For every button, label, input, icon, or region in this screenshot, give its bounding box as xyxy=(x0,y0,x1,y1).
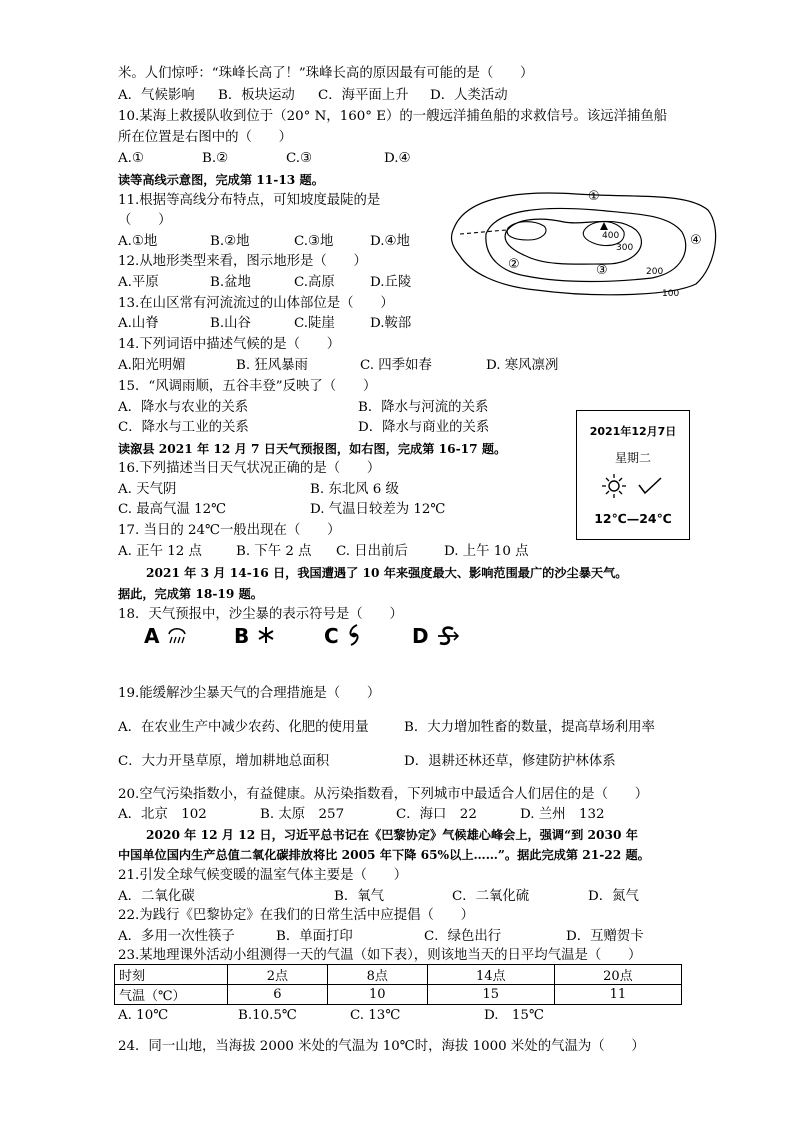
table-cell: 6 xyxy=(228,985,328,1005)
intro-18-19-line1: 2021 年 3 月 14-16 日，我国遭遇了 10 年来强度最大、影响范围最广的沙尘暴天气。 xyxy=(146,566,628,580)
q17-text: 17. 当日的 24℃一般出现在（ ） xyxy=(118,523,341,538)
contour-label-100: 100 xyxy=(662,289,680,299)
q10-option-d: D.④ xyxy=(384,151,411,166)
q17-option-b: B. 下午 2 点 xyxy=(236,544,312,559)
weather-temp-range: 12℃—24℃ xyxy=(594,511,672,526)
q10-text-line2: 所在位置是右图中的（ ） xyxy=(118,130,293,145)
q15-option-a: A．降水与农业的关系 xyxy=(118,400,249,415)
q12-option-d: D.丘陵 xyxy=(370,275,412,290)
q16-option-c: C. 最高气温 12℃ xyxy=(118,502,227,517)
q23-text: 23.某地理课外活动小组测得一天的气温（如下表），则该地当天的日平均气温是（ ） xyxy=(118,948,642,963)
q12-text: 12.从地形类型来看，图示地形是（ ） xyxy=(118,254,367,269)
q18-option-a xyxy=(144,624,190,648)
q10-option-a: A.① xyxy=(118,151,144,166)
q18-option-c xyxy=(324,624,362,648)
contour-label-400: 400 xyxy=(602,231,620,241)
typhoon-symbol-icon xyxy=(346,624,362,646)
q23-option-a: A. 10℃ xyxy=(118,1008,169,1023)
table-cell: 时刻 xyxy=(115,965,228,985)
dust-storm-symbol-icon xyxy=(166,625,190,645)
q12-option-b: B.盆地 xyxy=(210,275,251,290)
weather-weekday: 星期二 xyxy=(614,451,651,465)
q22-option-d: D．互赠贺卡 xyxy=(566,929,644,944)
q24-text: 24．同一山地，当海拔 2000 米处的气温为 10℃时，海拔 1000 米处的气温为（ ） xyxy=(118,1039,645,1054)
contour-point-1: ① xyxy=(588,189,600,204)
q15-option-b: B．降水与河流的关系 xyxy=(358,400,489,415)
q11-text-line2: （ ） xyxy=(118,213,172,228)
q20-option-c: C．海口 22 xyxy=(396,807,477,822)
q14-option-d: D. 寒风凛冽 xyxy=(486,358,559,373)
q12-option-a: A.平原 xyxy=(118,275,159,290)
table-cell: 11 xyxy=(554,985,681,1005)
q14-option-c: C. 四季如春 xyxy=(360,358,432,373)
q11-option-c: C.③地 xyxy=(294,234,334,249)
q22-text: 22.为践行《巴黎协定》在我们的日常生活中应提倡（ ） xyxy=(118,908,475,923)
sandstorm-symbol-icon xyxy=(436,625,460,647)
q18-letter-c: C xyxy=(324,624,339,648)
q21-option-a: A．二氧化碳 xyxy=(118,889,195,904)
temperature-table xyxy=(114,964,682,1005)
q18-text: 18．天气预报中，沙尘暴的表示符号是（ ） xyxy=(118,607,403,622)
q13-option-b: B.山谷 xyxy=(210,316,251,331)
contour-label-200: 200 xyxy=(646,267,664,277)
q22-option-a: A．多用一次性筷子 xyxy=(118,929,235,944)
q10-option-b: B.② xyxy=(202,151,229,166)
intro-18-19-line2: 据此，完成第 18-19 题。 xyxy=(118,587,263,601)
contour-map xyxy=(446,184,726,302)
q19-text: 19.能缓解沙尘暴天气的合理措施是（ ） xyxy=(118,686,381,701)
q22-option-b: B．单面打印 xyxy=(276,929,353,944)
q21-option-c: C．二氧化硫 xyxy=(452,889,530,904)
q16-option-b: B. 东北风 6 级 xyxy=(310,482,399,497)
q18-letter-d: D xyxy=(412,624,429,648)
q20-option-d: D. 兰州 132 xyxy=(520,807,605,822)
q18-option-b xyxy=(234,624,276,648)
intro-11-13: 读等高线示意图，完成第 11-13 题。 xyxy=(118,173,324,187)
weather-forecast-box xyxy=(576,410,690,540)
q18-letter-a: A xyxy=(144,624,160,648)
table-cell: 14点 xyxy=(427,965,554,985)
q17-option-d: D. 上午 10 点 xyxy=(444,544,529,559)
q16-option-d: D. 气温日较差为 12℃ xyxy=(310,502,446,517)
q21-option-d: D．氮气 xyxy=(588,889,639,904)
q23-option-c: C. 13℃ xyxy=(350,1008,401,1023)
q11-option-a: A.①地 xyxy=(118,234,158,249)
q9-option-b: B．板块运动 xyxy=(218,88,295,103)
q18-letter-b: B xyxy=(234,624,250,648)
q19-option-c: C．大力开垦草原，增加耕地总面积 xyxy=(118,754,330,769)
contour-point-4: ④ xyxy=(690,233,702,248)
intro-21-22-line1: 2020 年 12 月 12 日，习近平总书记在《巴黎协定》气候雄心峰会上，强调“到 2030 年 xyxy=(146,828,638,842)
q15-option-d: D．降水与商业的关系 xyxy=(358,420,490,435)
q14-text: 14.下列词语中描述气候的是（ ） xyxy=(118,337,341,352)
q14-option-a: A.阳光明媚 xyxy=(118,358,186,373)
q19-option-b: B．大力增加牲畜的数量，提高草场利用率 xyxy=(404,720,655,735)
q11-text-line1: 11.根据等高线分布特点，可知坡度最陡的是 xyxy=(118,193,381,208)
table-row-temp xyxy=(115,985,682,1005)
q17-option-a: A. 正午 12 点 xyxy=(118,544,202,559)
q16-option-a: A. 天气阴 xyxy=(118,482,177,497)
snow-symbol-icon xyxy=(256,625,276,645)
q19-option-a: A．在农业生产中减少农药、化肥的使用量 xyxy=(118,720,369,735)
q14-option-b: B. 狂风暴雨 xyxy=(236,358,308,373)
q12-option-c: C.高原 xyxy=(294,275,335,290)
q19-option-d: D．退耕还林还草，修建防护林体系 xyxy=(404,754,616,769)
q16-text: 16.下列描述当日天气状况正确的是（ ） xyxy=(118,461,381,476)
intro-21-22-line2: 中国单位国内生产总值二氧化碳排放将比 2005 年下降 65%以上……”。据此完成第 21-22 题。 xyxy=(118,848,650,862)
q23-option-b: B.10.5℃ xyxy=(238,1008,297,1023)
q11-option-d: D.④地 xyxy=(370,234,410,249)
q13-option-a: A.山脊 xyxy=(118,316,159,331)
contour-label-300: 300 xyxy=(616,243,634,253)
table-cell: 8点 xyxy=(327,965,427,985)
q9-text: 米。人们惊呼：“珠峰长高了！”珠峰长高的原因最有可能的是（ ） xyxy=(118,66,534,81)
intro-16-17: 读溆县 2021 年 12 月 7 日天气预报图，如右图，完成第 16-17 题。 xyxy=(118,442,507,456)
q20-option-a: A．北京 102 xyxy=(118,807,207,822)
table-row-time xyxy=(115,965,682,985)
q13-option-d: D.鞍部 xyxy=(370,316,412,331)
q20-option-b: B. 太原 257 xyxy=(260,807,345,822)
q9-option-a: A．气候影响 xyxy=(118,88,195,103)
q10-option-c: C.③ xyxy=(286,151,313,166)
sunny-icon xyxy=(601,473,669,499)
q11-option-b: B.②地 xyxy=(210,234,250,249)
q20-text: 20.空气污染指数小，有益健康。从污染指数看，下列城市中最适合人们居住的是（ ） xyxy=(118,787,649,802)
q10-text-line1: 10.某海上救援队收到位于（20° N，160° E）的一艘远洋捕鱼船的求救信号。该远洋捕鱼船 xyxy=(118,109,668,124)
q18-option-d xyxy=(412,624,460,648)
q21-text: 21.引发全球气候变暖的温室气体主要是（ ） xyxy=(118,868,408,883)
q17-option-c: C. 日出前后 xyxy=(336,544,408,559)
q15-text: 15．“风调雨顺，五谷丰登”反映了（ ） xyxy=(118,379,377,394)
q9-option-d: D．人类活动 xyxy=(430,88,508,103)
table-cell: 15 xyxy=(427,985,554,1005)
q9-option-c: C．海平面上升 xyxy=(318,88,409,103)
q13-text: 13.在山区常有河流流过的山体部位是（ ） xyxy=(118,296,394,311)
table-cell: 气温（℃） xyxy=(115,985,228,1005)
contour-point-2: ② xyxy=(508,257,520,272)
weather-date: 2021年12月7日 xyxy=(589,425,677,438)
q21-option-b: B．氧气 xyxy=(334,889,385,904)
q13-option-c: C.陡崖 xyxy=(294,316,335,331)
table-cell: 20点 xyxy=(554,965,681,985)
table-cell: 10 xyxy=(327,985,427,1005)
table-cell: 2点 xyxy=(228,965,328,985)
q15-option-c: C．降水与工业的关系 xyxy=(118,420,249,435)
contour-point-3: ③ xyxy=(596,263,608,278)
q22-option-c: C．绿色出行 xyxy=(424,929,502,944)
q23-option-d: D. 15℃ xyxy=(484,1008,544,1023)
